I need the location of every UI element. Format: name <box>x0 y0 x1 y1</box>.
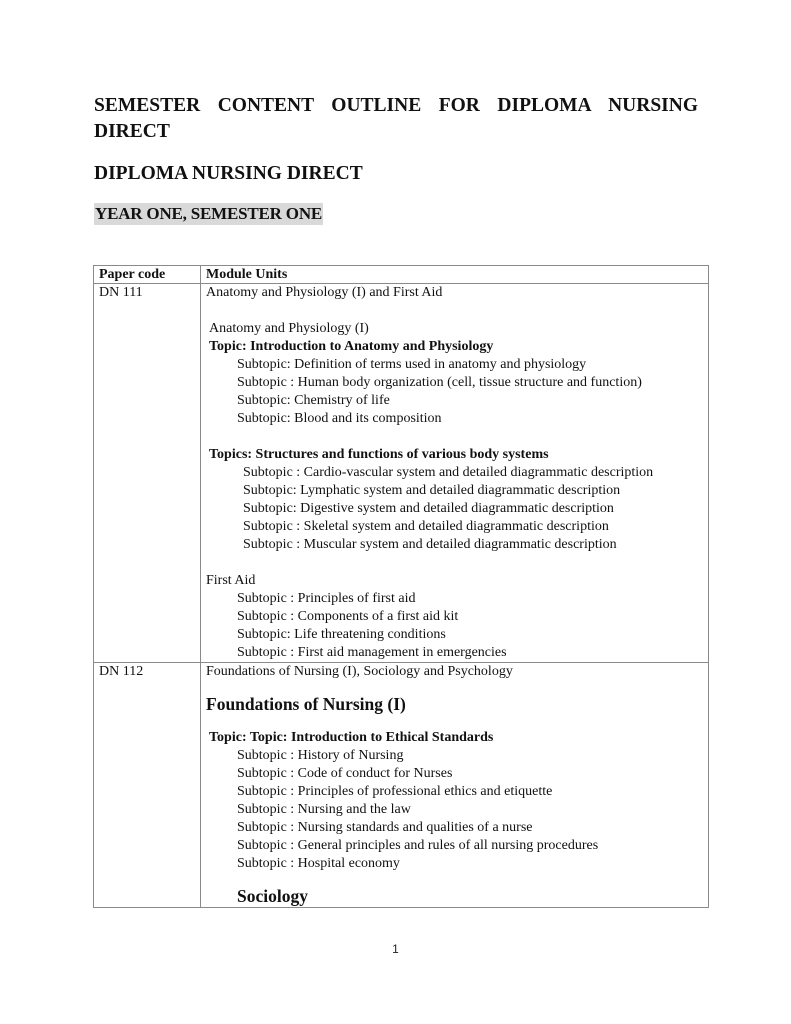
paper-code-cell: DN 111 <box>94 284 201 663</box>
section-heading: Foundations of Nursing (I) <box>206 694 406 714</box>
header-paper-code: Paper code <box>94 266 201 284</box>
module-title: Foundations of Nursing (I), Sociology and Psychology <box>206 664 513 679</box>
table-row <box>94 663 709 908</box>
topic-heading: Topics: Structures and functions of various body systems <box>209 447 549 462</box>
topic-heading: Topic: Topic: Introduction to Ethical Standards <box>209 730 494 745</box>
subtopic: Subtopic : Muscular system and detailed diagrammatic description <box>243 537 617 552</box>
subtopic: Subtopic : Skeletal system and detailed diagrammatic description <box>243 519 609 534</box>
subtopic: Subtopic : First aid management in emergencies <box>237 645 507 660</box>
subtopic: Subtopic : Principles of professional ethics and etiquette <box>237 784 553 799</box>
subtopic: Subtopic : Code of conduct for Nurses <box>237 766 453 781</box>
section-label: First Aid <box>206 573 256 588</box>
table-row <box>94 284 709 663</box>
document-title: SEMESTER CONTENT OUTLINE FOR DIPLOMA NURSING DIRECT <box>94 95 698 142</box>
subtopic: Subtopic : Nursing standards and qualities of a nurse <box>237 820 533 835</box>
module-units-cell <box>201 284 709 663</box>
semester-heading: YEAR ONE, SEMESTER ONE <box>95 204 323 223</box>
document-subtitle: DIPLOMA NURSING DIRECT <box>94 163 363 184</box>
subtopic: Subtopic: Digestive system and detailed diagrammatic description <box>243 501 614 516</box>
subtopic: Subtopic : History of Nursing <box>237 748 404 763</box>
subtopic: Subtopic : Principles of first aid <box>237 591 416 606</box>
subtopic: Subtopic: Blood and its composition <box>237 411 442 426</box>
section-heading: Sociology <box>237 886 308 906</box>
header-module-units: Module Units <box>201 266 709 284</box>
paper-code-cell: DN 112 <box>94 663 201 908</box>
subtopic: Subtopic : Human body organization (cell, tissue structure and function) <box>237 375 642 390</box>
subtopic: Subtopic: Definition of terms used in anatomy and physiology <box>237 357 587 372</box>
subtopic: Subtopic : Hospital economy <box>237 856 400 871</box>
subtopic: Subtopic : Nursing and the law <box>237 802 411 817</box>
section-label: Anatomy and Physiology (I) <box>209 321 369 336</box>
subtopic: Subtopic: Chemistry of life <box>237 393 390 408</box>
page-number: 1 <box>392 942 399 956</box>
topic-heading: Topic: Introduction to Anatomy and Physiology <box>209 339 494 354</box>
table-header-row <box>94 266 709 284</box>
content-outline-table <box>93 265 709 908</box>
subtopic: Subtopic : Cardio-vascular system and detailed diagrammatic description <box>243 465 654 480</box>
subtopic: Subtopic: Life threatening conditions <box>237 627 446 642</box>
subtopic: Subtopic: Lymphatic system and detailed diagrammatic description <box>243 483 621 498</box>
module-units-cell <box>201 663 709 908</box>
module-title: Anatomy and Physiology (I) and First Aid <box>206 285 443 300</box>
subtopic: Subtopic : General principles and rules of all nursing procedures <box>237 838 599 853</box>
subtopic: Subtopic : Components of a first aid kit <box>237 609 459 624</box>
